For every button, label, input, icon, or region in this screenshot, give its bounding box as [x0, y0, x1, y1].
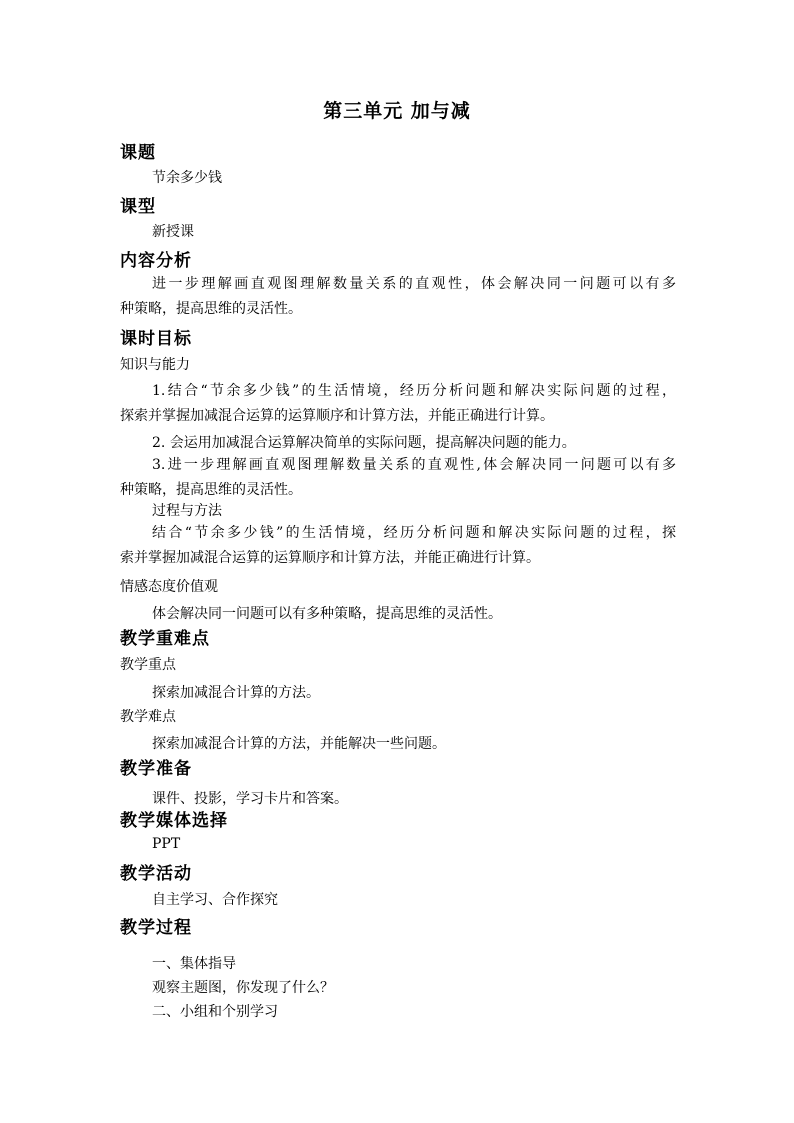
emotion-text: 体会解决同一问题可以有多种策略，提高思维的灵活性。 [152, 606, 502, 622]
teaching-focus-text: 探索加减混合计算的方法。 [152, 685, 320, 701]
knowledge-item-1-line-1: 1.结合“节余多少钱”的生活情境，经历分析问题和解决实际问题的过程， [152, 383, 676, 399]
knowledge-item-2: 2. 会运用加减混合运算解决简单的实际问题，提高解决问题的能力。 [152, 435, 576, 451]
teaching-difficulty-label: 教学难点 [120, 709, 176, 725]
content-analysis-paragraph [120, 272, 676, 322]
knowledge-item-3 [120, 453, 676, 503]
teaching-difficulty-text: 探索加减混合计算的方法，并能解决一些问题。 [152, 736, 446, 752]
heading-key-difficult-points: 教学重难点 [120, 629, 210, 649]
heading-lesson-goals: 课时目标 [120, 329, 192, 349]
knowledge-label: 知识与能力 [120, 357, 190, 373]
process-method-label: 过程与方法 [152, 503, 222, 519]
knowledge-item-3-line-1: 3.进一步理解画直观图理解数量关系的直观性,体会解决同一问题可以有多 [152, 457, 676, 473]
emotion-label: 情感态度价值观 [120, 579, 218, 595]
heading-lesson-type: 课型 [120, 197, 156, 217]
analysis-line-2: 种策略，提高思维的灵活性。 [120, 301, 302, 317]
teaching-focus-label: 教学重点 [120, 657, 176, 673]
heading-topic: 课题 [120, 143, 156, 163]
knowledge-item-3-line-2: 种策略，提高思维的灵活性。 [120, 482, 302, 498]
heading-preparation: 教学准备 [120, 759, 192, 779]
lesson-type-text: 新授课 [152, 224, 194, 240]
knowledge-item-1-line-2: 探索并掌握加减混合运算的运算顺序和计算方法，并能正确进行计算。 [120, 408, 554, 424]
process-method-line-2: 索并掌握加减混合运算的运算顺序和计算方法，并能正确进行计算。 [120, 550, 540, 566]
topic-text: 节余多少钱 [152, 170, 222, 186]
preparation-text: 课件、投影，学习卡片和答案。 [152, 791, 348, 807]
process-step-1-text: 观察主题图，你发现了什么？ [152, 980, 334, 996]
heading-teaching-process: 教学过程 [120, 918, 192, 938]
teaching-activity-text: 自主学习、合作探究 [152, 892, 278, 908]
document-title: 第三单元 加与减 [323, 100, 471, 122]
process-method-paragraph [120, 521, 676, 571]
process-step-1: 一、集体指导 [152, 956, 236, 972]
knowledge-item-1 [120, 379, 676, 429]
process-step-2: 二、小组和个别学习 [152, 1004, 278, 1020]
heading-teaching-activity: 教学活动 [120, 864, 192, 884]
media-text: PPT [152, 836, 181, 852]
process-method-line-1: 结合“节余多少钱”的生活情境，经历分析问题和解决实际问题的过程，探 [152, 525, 676, 541]
analysis-line-1: 进一步理解画直观图理解数量关系的直观性，体会解决同一问题可以有多 [152, 276, 676, 292]
heading-media-selection: 教学媒体选择 [120, 811, 228, 831]
heading-content-analysis: 内容分析 [120, 251, 192, 271]
